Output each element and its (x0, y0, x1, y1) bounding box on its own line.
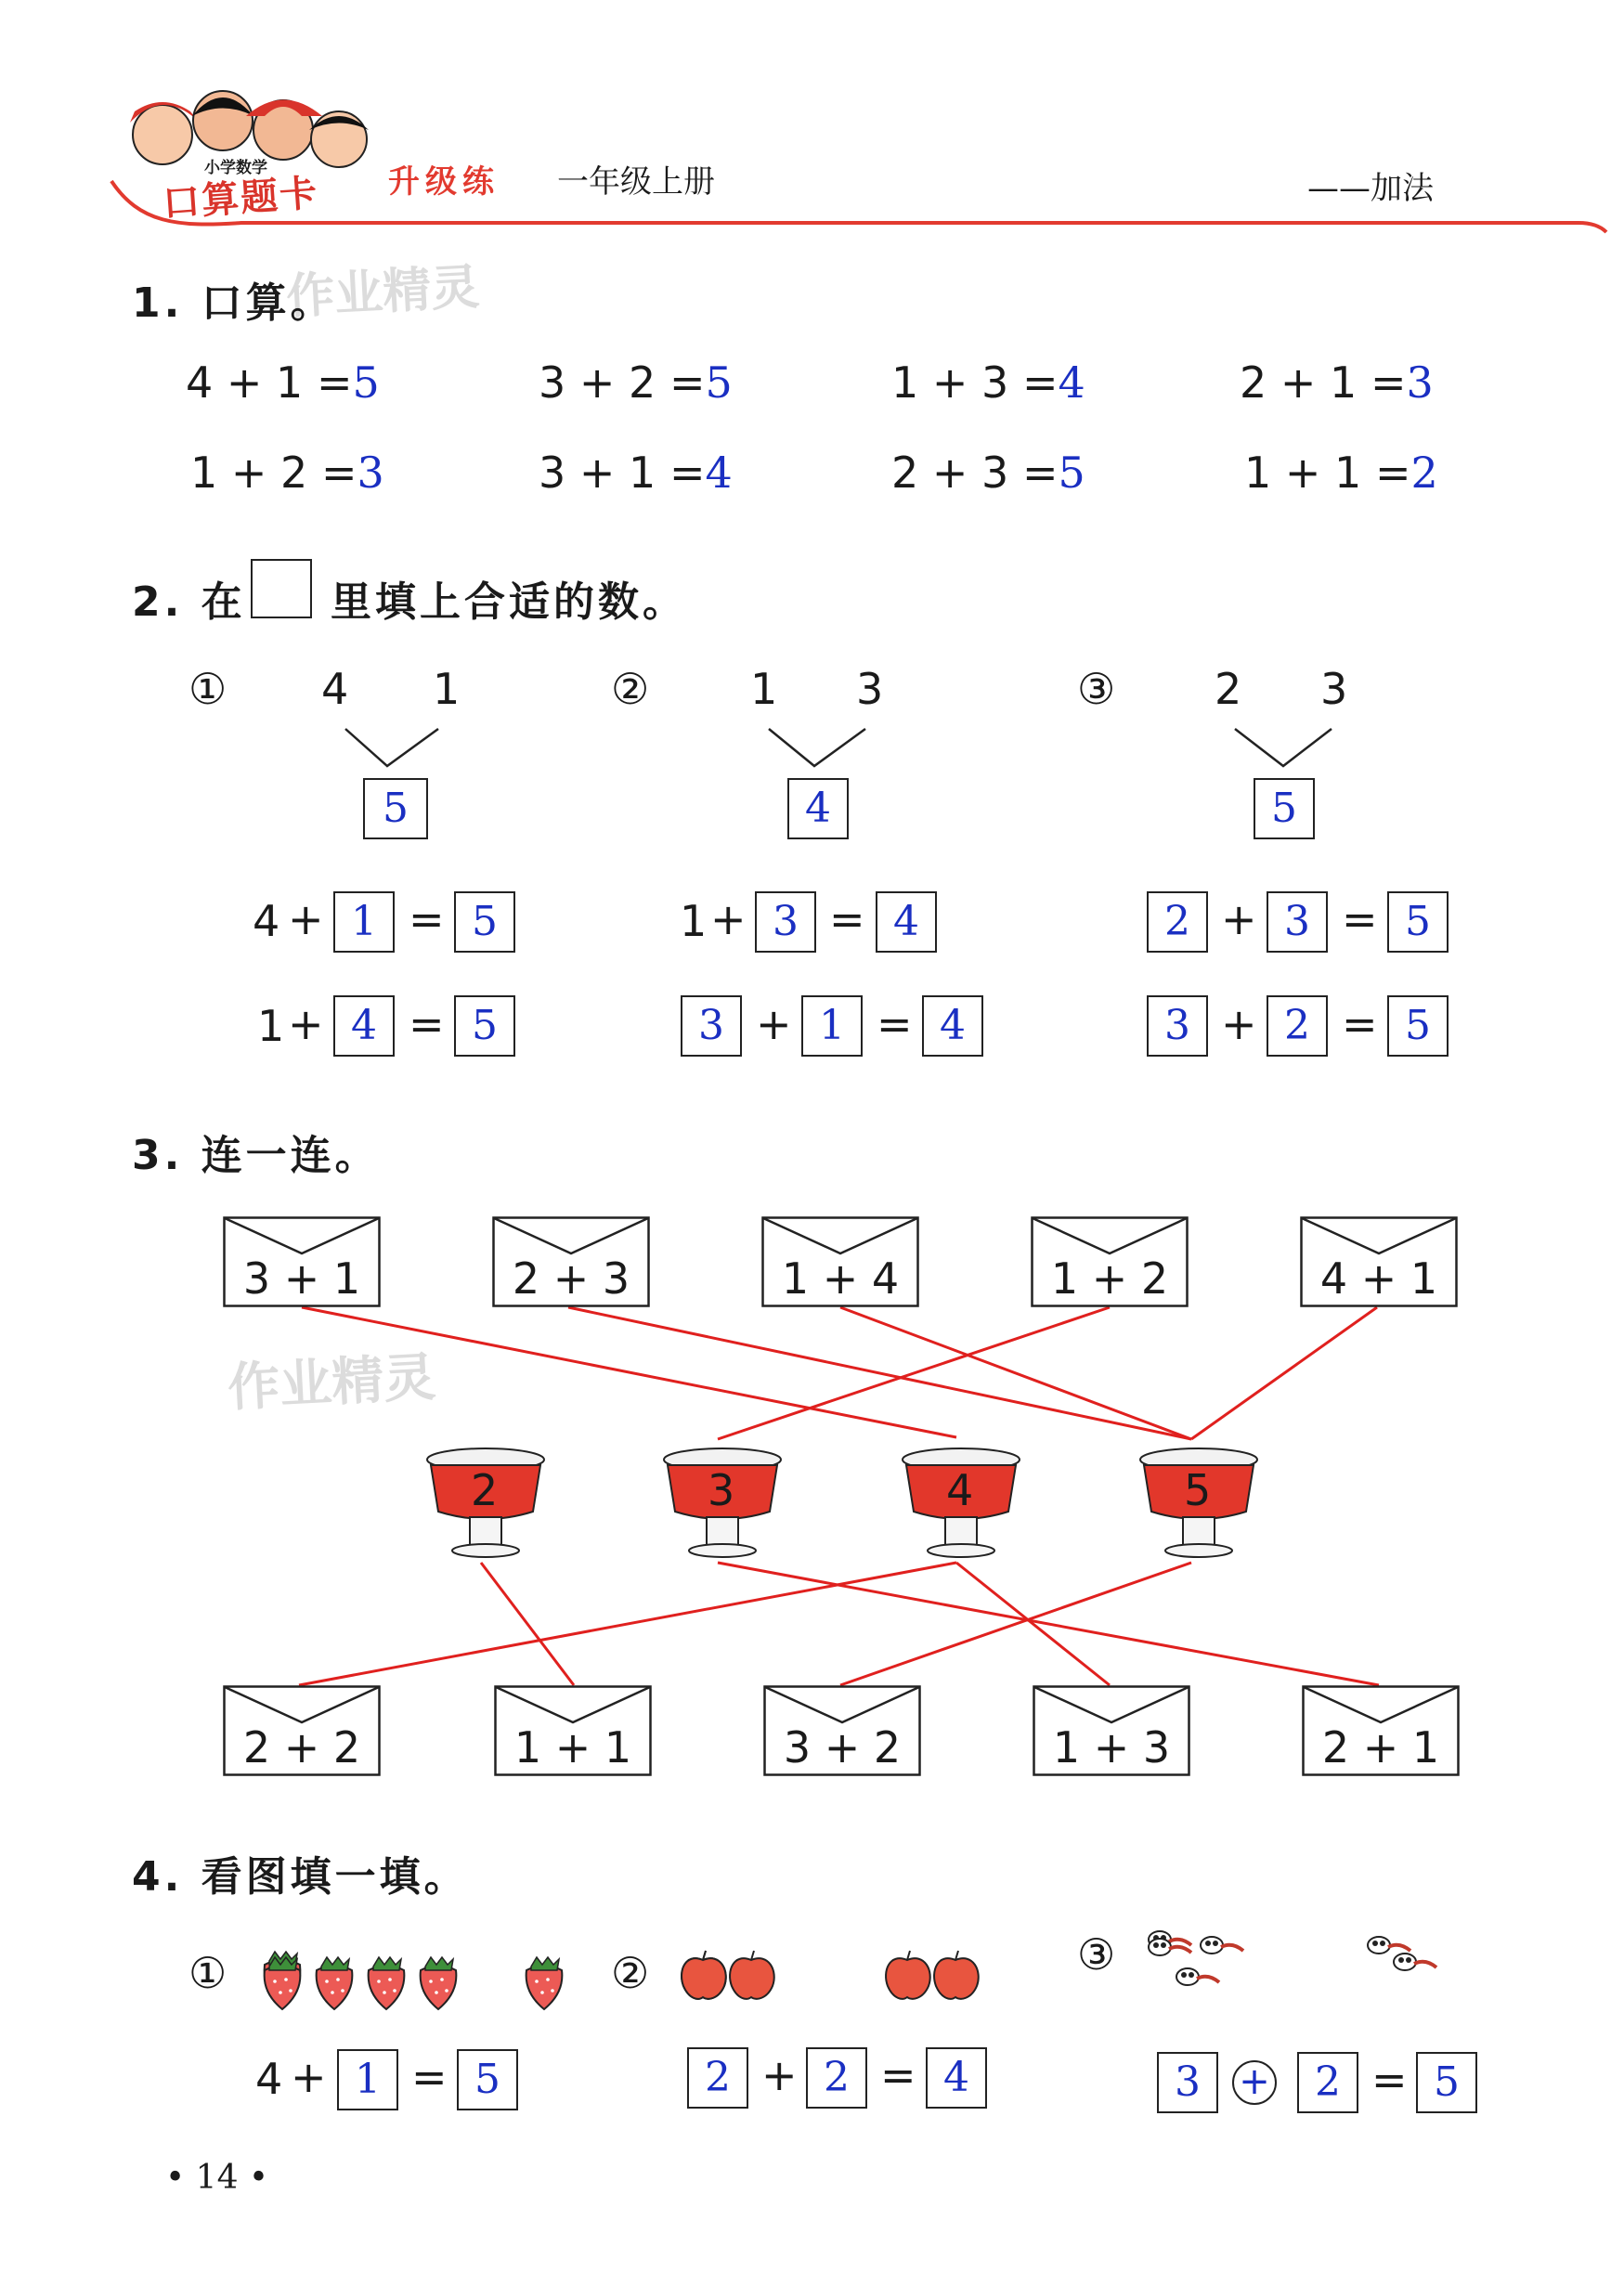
q2-title-post: 里填上合适的数。 (331, 578, 687, 626)
q4-answer-box[interactable]: 3 (1157, 2052, 1218, 2113)
q4-group-number: ② (611, 1948, 650, 1998)
answer: 3 (357, 448, 384, 498)
expression: 2 + 3 = (891, 448, 1059, 498)
operator-answer: + (1239, 2060, 1270, 2103)
q2-part-right: 1 (433, 664, 461, 714)
q2-term: 1 (680, 896, 708, 946)
envelope[interactable] (1302, 1685, 1460, 1776)
expression: 1 + 2 = (190, 448, 357, 498)
q4-answer-box[interactable]: 5 (1416, 2052, 1477, 2113)
envelope-label: 4 + 1 (1319, 1253, 1438, 1304)
q4-answer-box[interactable]: 5 (457, 2049, 518, 2110)
mailbox-number: 3 (708, 1465, 735, 1515)
logo-title: 口算题卡 (161, 172, 320, 226)
watermark: 作业精灵 (226, 1347, 437, 1419)
q2-answer-box[interactable]: 4 (876, 891, 937, 953)
q4-answer-box[interactable]: 2 (687, 2047, 748, 2109)
q2-answer-box[interactable]: 4 (333, 995, 395, 1057)
expression: 1 + 1 = (1244, 448, 1411, 498)
strawberry-icon (260, 1948, 576, 2013)
q4-answer-box[interactable]: 2 (806, 2047, 867, 2109)
q2-answer-box[interactable]: 3 (1147, 995, 1208, 1057)
q2-total-box: 5 (1254, 778, 1315, 839)
tadpole-icon (1147, 1927, 1453, 2010)
expression: 2 + 1 = (1240, 357, 1407, 408)
plus-sign: + (756, 999, 792, 1049)
envelope-label: 3 + 2 (783, 1722, 902, 1772)
level-label: 升级练 (388, 163, 500, 201)
equals-sign: = (829, 894, 865, 944)
q4-answer-box[interactable]: 2 (1297, 2052, 1358, 2113)
q4-group-number: ① (188, 1948, 227, 1998)
envelope-label: 1 + 3 (1052, 1722, 1171, 1772)
expression: 1 + 3 = (891, 357, 1059, 408)
envelope-label: 2 + 3 (512, 1253, 630, 1304)
mailbox-number: 4 (946, 1465, 974, 1515)
q4-title: 4. 看图填一填。 (132, 1853, 469, 1901)
mailbox-number: 2 (471, 1465, 499, 1515)
equals-sign: = (880, 2050, 916, 2100)
equals-sign: = (409, 999, 445, 1049)
expression: 4 + 1 = (186, 357, 353, 408)
q2-group-number: ① (188, 664, 227, 714)
q2-part-right: 3 (1320, 664, 1348, 714)
envelope-label: 1 + 4 (781, 1253, 900, 1304)
q2-answer-box[interactable]: 5 (1387, 995, 1449, 1057)
plus-sign: + (1221, 999, 1257, 1049)
q2-answer-box[interactable]: 2 (1147, 891, 1208, 953)
mailbox (425, 1447, 546, 1567)
equals-sign: = (409, 894, 445, 944)
envelope[interactable] (223, 1685, 381, 1776)
q4-answer-box[interactable]: 1 (337, 2049, 398, 2110)
q2-part-left: 2 (1215, 664, 1242, 714)
plus-sign: + (288, 894, 324, 944)
q2-answer-box[interactable]: 3 (681, 995, 742, 1057)
q2-answer-box[interactable]: 5 (454, 891, 515, 953)
equals-sign: = (411, 2052, 448, 2102)
q4-group-number: ③ (1077, 1929, 1116, 1980)
q2-total-box: 4 (787, 778, 849, 839)
topic-label: ——加法 (1307, 170, 1434, 207)
envelope-label: 2 + 1 (1321, 1722, 1440, 1772)
equals-sign: = (1371, 2055, 1408, 2105)
envelope-label: 1 + 1 (513, 1722, 632, 1772)
envelope-label: 1 + 2 (1050, 1253, 1169, 1304)
answer: 2 (1410, 448, 1438, 498)
q2-answer-box[interactable]: 5 (454, 995, 515, 1057)
plus-sign: + (288, 999, 324, 1049)
strawberry-group (260, 1948, 576, 2013)
answer: 5 (352, 357, 380, 408)
envelope[interactable] (492, 1216, 650, 1307)
envelope-label: 3 + 1 (242, 1253, 361, 1304)
mailbox (901, 1447, 1021, 1567)
envelope[interactable] (761, 1216, 919, 1307)
page-number: • 14 • (165, 2159, 269, 2197)
apple-icon (678, 1945, 994, 2010)
expression: 3 + 1 = (539, 448, 706, 498)
apple-group (678, 1945, 994, 2010)
q2-part-left: 1 (750, 664, 778, 714)
plus-sign: + (291, 2052, 327, 2102)
q2-title-pre: 2. 在 (132, 578, 246, 626)
q2-answer-box[interactable]: 3 (1267, 891, 1328, 953)
q2-group-number: ② (611, 664, 650, 714)
envelope[interactable] (223, 1216, 381, 1307)
plus-sign: + (761, 2050, 798, 2100)
envelope[interactable] (763, 1685, 921, 1776)
equals-sign: = (877, 999, 913, 1049)
envelope-label: 2 + 2 (242, 1722, 361, 1772)
equals-sign: = (1342, 999, 1378, 1049)
logo-small-text: 小学数学 (204, 159, 267, 177)
envelope[interactable] (1031, 1216, 1189, 1307)
q2-answer-box[interactable]: 4 (922, 995, 983, 1057)
q4-term: 4 (255, 2054, 283, 2104)
envelope[interactable] (494, 1685, 652, 1776)
operator-circle[interactable] (1232, 2060, 1277, 2105)
answer: 5 (1058, 448, 1085, 498)
q4-answer-box[interactable]: 4 (926, 2047, 987, 2109)
q2-total-box: 5 (363, 778, 428, 839)
q2-group-number: ③ (1077, 664, 1116, 714)
mailbox-number: 5 (1184, 1465, 1212, 1515)
q2-answer-box[interactable]: 1 (801, 995, 863, 1057)
plus-sign: + (710, 894, 747, 944)
answer: 4 (705, 448, 733, 498)
envelope[interactable] (1033, 1685, 1190, 1776)
q2-answer-box[interactable]: 1 (333, 891, 395, 953)
equals-sign: = (1342, 894, 1378, 944)
q2-answer-box[interactable]: 5 (1387, 891, 1449, 953)
envelope[interactable] (1300, 1216, 1458, 1307)
answer: 4 (1058, 357, 1085, 408)
q1-title: 1. 口算。 (132, 279, 335, 327)
grade-label: 一年级上册 (557, 163, 715, 201)
q2-answer-box[interactable]: 2 (1267, 995, 1328, 1057)
q3-title: 3. 连一连。 (132, 1132, 380, 1179)
tadpole-group (1147, 1927, 1453, 2010)
answer: 3 (1406, 357, 1434, 408)
q2-part-left: 4 (321, 664, 349, 714)
mailbox (662, 1447, 783, 1567)
q2-answer-box[interactable]: 3 (755, 891, 816, 953)
q2-term: 1 (257, 1001, 285, 1051)
q2-part-right: 3 (856, 664, 884, 714)
plus-sign: + (1221, 894, 1257, 944)
answer: 5 (705, 357, 733, 408)
expression: 3 + 2 = (539, 357, 706, 408)
watermark: 作业精灵 (284, 259, 481, 326)
mailbox (1138, 1447, 1259, 1567)
q2-term: 4 (253, 896, 280, 946)
